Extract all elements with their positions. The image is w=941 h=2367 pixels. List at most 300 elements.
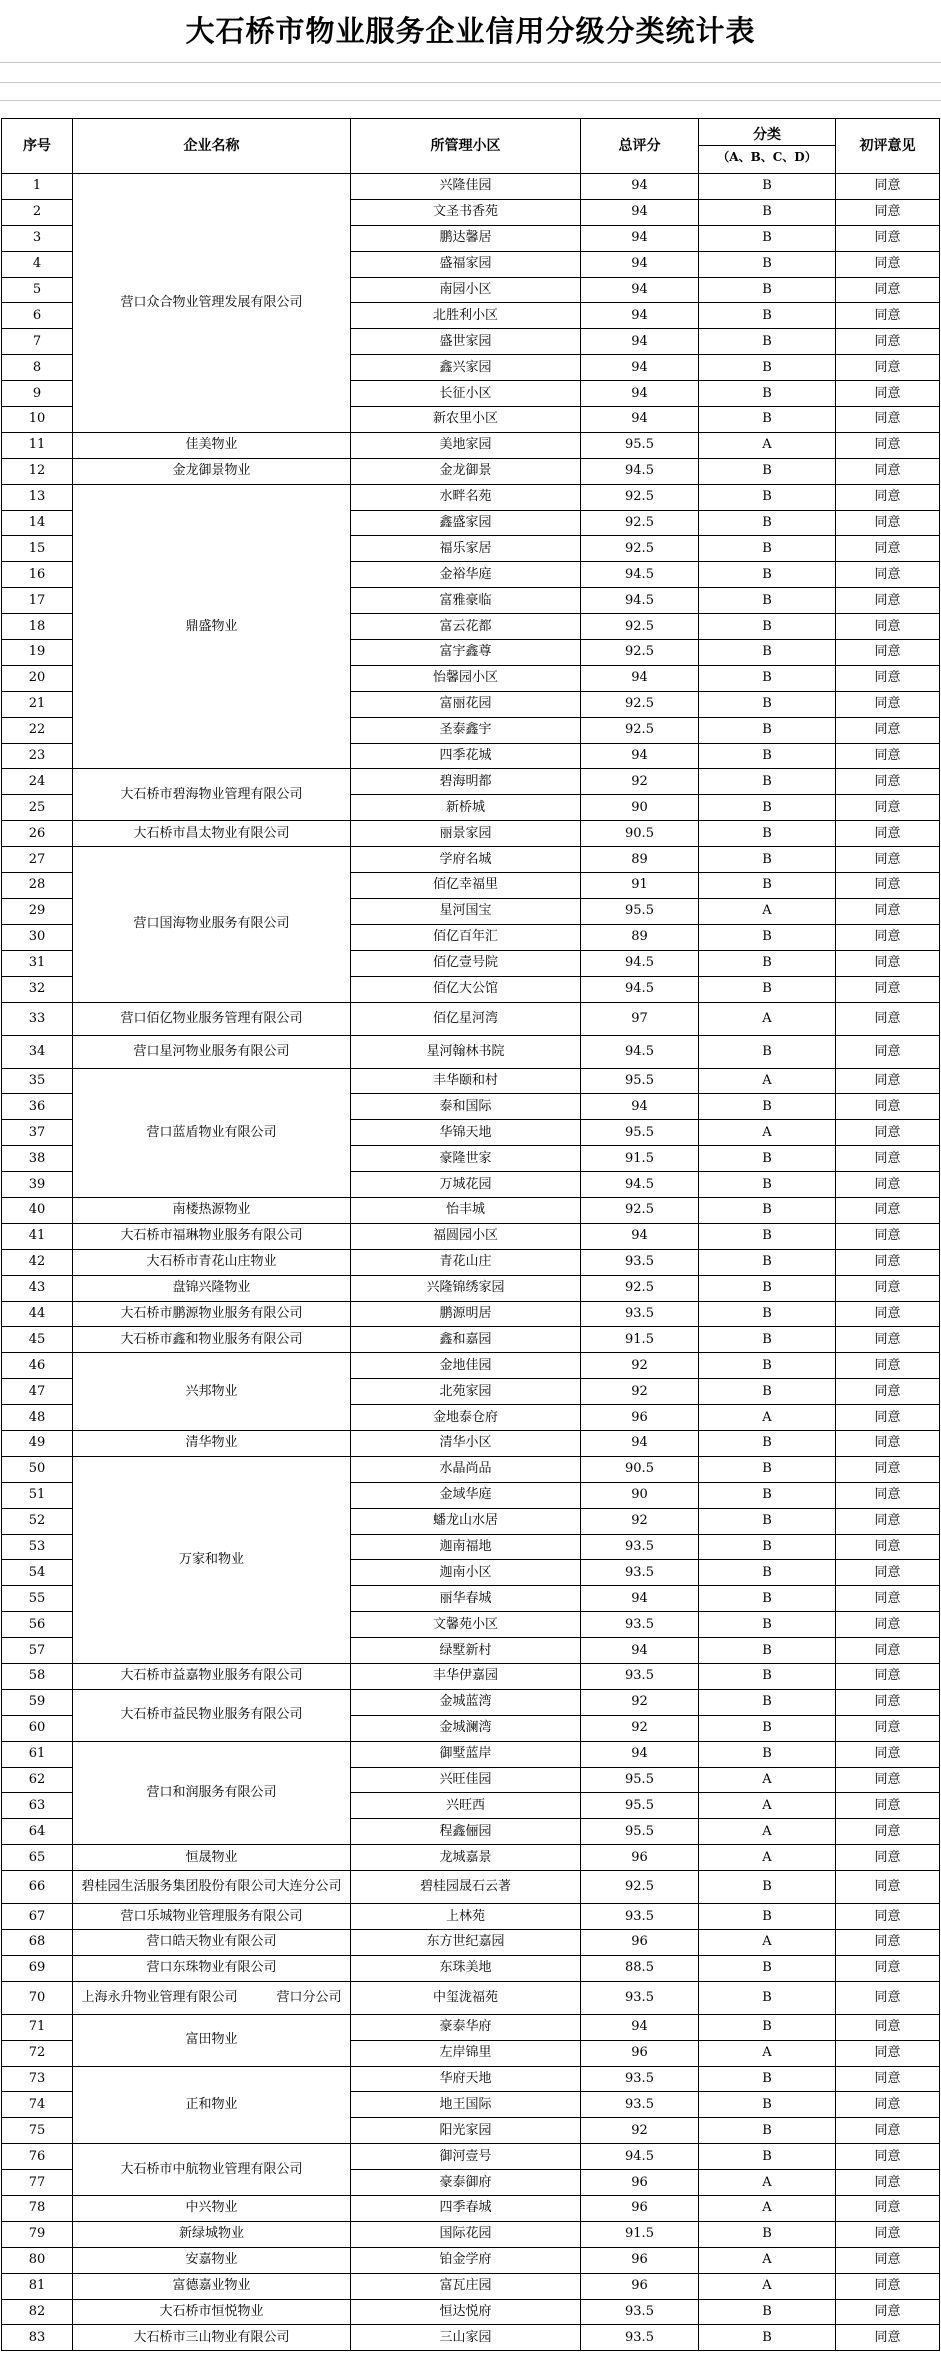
- cell-company: 安嘉物业: [73, 2247, 351, 2273]
- cell-seq: 36: [2, 1094, 73, 1120]
- header-category-sub: （A、B、C、D）: [699, 145, 835, 164]
- cell-category: B: [699, 873, 836, 899]
- cell-category: B: [699, 769, 836, 795]
- cell-community: 丰华颐和村: [351, 1068, 581, 1094]
- cell-opinion: 同意: [836, 873, 940, 899]
- cell-category: A: [699, 2247, 836, 2273]
- cell-category: B: [699, 1197, 836, 1223]
- cell-community: 华府天地: [351, 2066, 581, 2092]
- cell-community: 新农里小区: [351, 407, 581, 433]
- cell-category: B: [699, 1430, 836, 1456]
- cell-category: B: [699, 1871, 836, 1904]
- cell-score: 96: [581, 2273, 699, 2299]
- cell-company: 万家和物业: [73, 1456, 351, 1663]
- table-row: [2, 1689, 940, 1715]
- divider: [0, 62, 941, 63]
- cell-company: 营口和润服务有限公司: [73, 1741, 351, 1845]
- cell-score: 95.5: [581, 1819, 699, 1845]
- cell-category: B: [699, 1301, 836, 1327]
- cell-community: 龙城嘉景: [351, 1845, 581, 1871]
- cell-opinion: 同意: [836, 1586, 940, 1612]
- cell-score: 93.5: [581, 1612, 699, 1638]
- cell-score: 92: [581, 1379, 699, 1405]
- cell-score: 93.5: [581, 1904, 699, 1930]
- cell-community: 佰亿壹号院: [351, 950, 581, 976]
- cell-category: B: [699, 2221, 836, 2247]
- cell-seq: 17: [2, 588, 73, 614]
- cell-community: 金龙御景: [351, 458, 581, 484]
- cell-company: 营口众合物业管理发展有限公司: [73, 174, 351, 433]
- cell-opinion: 同意: [836, 2221, 940, 2247]
- cell-score: 90.5: [581, 821, 699, 847]
- cell-opinion: 同意: [836, 1405, 940, 1431]
- cell-community: 盛福家园: [351, 251, 581, 277]
- cell-category: B: [699, 717, 836, 743]
- cell-opinion: 同意: [836, 640, 940, 666]
- cell-community: 迦南福地: [351, 1534, 581, 1560]
- cell-company: 正和物业: [73, 2066, 351, 2144]
- cell-company: 兴邦物业: [73, 1353, 351, 1431]
- cell-category: B: [699, 976, 836, 1002]
- cell-community: 碧桂园晟石云著: [351, 1871, 581, 1904]
- cell-company: 大石桥市中航物业管理有限公司: [73, 2144, 351, 2196]
- cell-seq: 2: [2, 199, 73, 225]
- cell-company: 营口乐城物业管理服务有限公司: [73, 1904, 351, 1930]
- cell-score: 95.5: [581, 1793, 699, 1819]
- cell-score: 92.5: [581, 691, 699, 717]
- cell-seq: 4: [2, 251, 73, 277]
- cell-company: 营口国海物业服务有限公司: [73, 847, 351, 1002]
- cell-community: 阳光家园: [351, 2118, 581, 2144]
- cell-score: 94.5: [581, 2144, 699, 2170]
- cell-score: 94: [581, 277, 699, 303]
- cell-community: 水畔名苑: [351, 484, 581, 510]
- cell-community: 学府名城: [351, 847, 581, 873]
- cell-opinion: 同意: [836, 976, 940, 1002]
- cell-community: 福乐家居: [351, 536, 581, 562]
- cell-opinion: 同意: [836, 277, 940, 303]
- cell-category: B: [699, 199, 836, 225]
- cell-community: 御墅蓝岸: [351, 1741, 581, 1767]
- cell-category: B: [699, 1327, 836, 1353]
- cell-opinion: 同意: [836, 381, 940, 407]
- cell-seq: 9: [2, 381, 73, 407]
- cell-community: 东方世纪嘉园: [351, 1930, 581, 1956]
- cell-score: 92: [581, 769, 699, 795]
- cell-category: B: [699, 1035, 836, 1068]
- cell-opinion: 同意: [836, 743, 940, 769]
- cell-community: 御河壹号: [351, 2144, 581, 2170]
- cell-seq: 76: [2, 2144, 73, 2170]
- cell-opinion: 同意: [836, 614, 940, 640]
- cell-community: 佰亿大公馆: [351, 976, 581, 1002]
- cell-category: B: [699, 743, 836, 769]
- cell-score: 94: [581, 251, 699, 277]
- cell-opinion: 同意: [836, 1741, 940, 1767]
- cell-score: 96: [581, 2247, 699, 2273]
- cell-score: 89: [581, 924, 699, 950]
- cell-community: 文圣书香苑: [351, 199, 581, 225]
- cell-opinion: 同意: [836, 1327, 940, 1353]
- cell-opinion: 同意: [836, 2092, 940, 2118]
- cell-score: 92: [581, 1715, 699, 1741]
- cell-community: 星河翰林书院: [351, 1035, 581, 1068]
- cell-score: 89: [581, 847, 699, 873]
- cell-community: 四季花城: [351, 743, 581, 769]
- cell-opinion: 同意: [836, 2040, 940, 2066]
- cell-community: 富瓦庄园: [351, 2273, 581, 2299]
- cell-score: 91: [581, 873, 699, 899]
- cell-community: 北胜利小区: [351, 303, 581, 329]
- cell-score: 92.5: [581, 1275, 699, 1301]
- cell-opinion: 同意: [836, 510, 940, 536]
- table-row: [2, 2299, 940, 2325]
- cell-opinion: 同意: [836, 1275, 940, 1301]
- cell-opinion: 同意: [836, 821, 940, 847]
- cell-community: 鑫兴家园: [351, 355, 581, 381]
- cell-community: 富云花都: [351, 614, 581, 640]
- cell-category: A: [699, 1068, 836, 1094]
- cell-score: 93.5: [581, 1981, 699, 2014]
- cell-seq: 41: [2, 1223, 73, 1249]
- cell-seq: 31: [2, 950, 73, 976]
- cell-community: 程鑫俪园: [351, 1819, 581, 1845]
- cell-community: 左岸锦里: [351, 2040, 581, 2066]
- table-row: [2, 2066, 940, 2092]
- cell-score: 94: [581, 1638, 699, 1664]
- cell-seq: 22: [2, 717, 73, 743]
- cell-seq: 49: [2, 1430, 73, 1456]
- cell-category: A: [699, 1819, 836, 1845]
- cell-community: 圣泰鑫宇: [351, 717, 581, 743]
- cell-company: 营口蓝盾物业有限公司: [73, 1068, 351, 1197]
- header-company: 企业名称: [73, 119, 351, 174]
- cell-seq: 71: [2, 2014, 73, 2040]
- cell-community: 恒达悦府: [351, 2299, 581, 2325]
- cell-score: 94: [581, 1586, 699, 1612]
- cell-category: B: [699, 1172, 836, 1198]
- cell-category: B: [699, 407, 836, 433]
- cell-seq: 23: [2, 743, 73, 769]
- cell-category: B: [699, 1586, 836, 1612]
- table-row: [2, 769, 940, 795]
- cell-company: 大石桥市恒悦物业: [73, 2299, 351, 2325]
- cell-score: 91.5: [581, 1146, 699, 1172]
- cell-score: 94: [581, 355, 699, 381]
- cell-category: B: [699, 251, 836, 277]
- cell-community: 北苑家园: [351, 1379, 581, 1405]
- cell-score: 92: [581, 1353, 699, 1379]
- cell-seq: 77: [2, 2170, 73, 2196]
- cell-score: 94.5: [581, 562, 699, 588]
- cell-opinion: 同意: [836, 2170, 940, 2196]
- cell-score: 92.5: [581, 614, 699, 640]
- cell-seq: 45: [2, 1327, 73, 1353]
- cell-community: 佰亿幸福里: [351, 873, 581, 899]
- cell-community: 碧海明都: [351, 769, 581, 795]
- table-row: [2, 1353, 940, 1379]
- cell-opinion: 同意: [836, 1981, 940, 2014]
- cell-seq: 70: [2, 1981, 73, 2014]
- table-row: [2, 174, 940, 200]
- cell-community: 青花山庄: [351, 1249, 581, 1275]
- cell-score: 96: [581, 2170, 699, 2196]
- cell-community: 金域华庭: [351, 1482, 581, 1508]
- cell-community: 鑫和嘉园: [351, 1327, 581, 1353]
- cell-community: 兴隆佳园: [351, 174, 581, 200]
- cell-score: 93.5: [581, 1301, 699, 1327]
- divider: [0, 100, 941, 101]
- cell-opinion: 同意: [836, 1430, 940, 1456]
- cell-seq: 73: [2, 2066, 73, 2092]
- cell-community: 万城花园: [351, 1172, 581, 1198]
- cell-score: 92.5: [581, 1871, 699, 1904]
- cell-score: 94: [581, 329, 699, 355]
- cell-community: 金裕华庭: [351, 562, 581, 588]
- table-row: [2, 1904, 940, 1930]
- table-header-row: [2, 119, 940, 174]
- cell-opinion: 同意: [836, 1456, 940, 1482]
- cell-category: A: [699, 2040, 836, 2066]
- cell-score: 92.5: [581, 536, 699, 562]
- cell-seq: 65: [2, 1845, 73, 1871]
- cell-category: B: [699, 1249, 836, 1275]
- cell-opinion: 同意: [836, 329, 940, 355]
- cell-community: 长征小区: [351, 381, 581, 407]
- cell-opinion: 同意: [836, 2273, 940, 2299]
- cell-opinion: 同意: [836, 1930, 940, 1956]
- cell-company: 佳美物业: [73, 432, 351, 458]
- table-body: [2, 174, 940, 2351]
- cell-score: 90.5: [581, 1456, 699, 1482]
- cell-score: 93.5: [581, 1249, 699, 1275]
- table-row: [2, 2144, 940, 2170]
- cell-opinion: 同意: [836, 847, 940, 873]
- cell-community: 迦南小区: [351, 1560, 581, 1586]
- cell-opinion: 同意: [836, 1379, 940, 1405]
- cell-category: B: [699, 1353, 836, 1379]
- cell-company: 富田物业: [73, 2014, 351, 2066]
- cell-opinion: 同意: [836, 2196, 940, 2222]
- header-community: 所管理小区: [351, 119, 581, 174]
- cell-opinion: 同意: [836, 1353, 940, 1379]
- cell-category: B: [699, 225, 836, 251]
- cell-community: 铂金学府: [351, 2247, 581, 2273]
- cell-seq: 82: [2, 2299, 73, 2325]
- cell-seq: 78: [2, 2196, 73, 2222]
- cell-community: 星河国宝: [351, 898, 581, 924]
- cell-score: 94.5: [581, 1035, 699, 1068]
- cell-company: 鼎盛物业: [73, 484, 351, 769]
- cell-seq: 61: [2, 1741, 73, 1767]
- cell-score: 96: [581, 2040, 699, 2066]
- cell-score: 94: [581, 174, 699, 200]
- cell-score: 88.5: [581, 1955, 699, 1981]
- cell-seq: 26: [2, 821, 73, 847]
- cell-opinion: 同意: [836, 1002, 940, 1035]
- cell-category: A: [699, 2170, 836, 2196]
- cell-opinion: 同意: [836, 199, 940, 225]
- cell-score: 94: [581, 381, 699, 407]
- cell-seq: 64: [2, 1819, 73, 1845]
- cell-opinion: 同意: [836, 2299, 940, 2325]
- cell-company: 恒晟物业: [73, 1845, 351, 1871]
- cell-category: B: [699, 510, 836, 536]
- cell-opinion: 同意: [836, 1094, 940, 1120]
- cell-opinion: 同意: [836, 1534, 940, 1560]
- cell-seq: 3: [2, 225, 73, 251]
- cell-seq: 68: [2, 1930, 73, 1956]
- cell-community: 富宇鑫尊: [351, 640, 581, 666]
- cell-community: 丰华伊嘉园: [351, 1663, 581, 1689]
- cell-company: 大石桥市福琳物业服务有限公司: [73, 1223, 351, 1249]
- cell-score: 90: [581, 1482, 699, 1508]
- cell-score: 94: [581, 1094, 699, 1120]
- cell-score: 95.5: [581, 432, 699, 458]
- table-row: [2, 821, 940, 847]
- table-row: [2, 1301, 940, 1327]
- cell-score: 93.5: [581, 2325, 699, 2351]
- cell-category: B: [699, 1379, 836, 1405]
- cell-seq: 60: [2, 1715, 73, 1741]
- cell-seq: 51: [2, 1482, 73, 1508]
- cell-opinion: 同意: [836, 1819, 940, 1845]
- cell-category: B: [699, 795, 836, 821]
- cell-score: 94: [581, 1741, 699, 1767]
- cell-opinion: 同意: [836, 225, 940, 251]
- cell-community: 美地家园: [351, 432, 581, 458]
- cell-community: 三山家园: [351, 2325, 581, 2351]
- cell-score: 91.5: [581, 2221, 699, 2247]
- cell-score: 94: [581, 2014, 699, 2040]
- table-row: [2, 1955, 940, 1981]
- cell-seq: 16: [2, 562, 73, 588]
- cell-seq: 38: [2, 1146, 73, 1172]
- cell-score: 92.5: [581, 1197, 699, 1223]
- table-row: [2, 1249, 940, 1275]
- cell-seq: 21: [2, 691, 73, 717]
- cell-opinion: 同意: [836, 717, 940, 743]
- cell-community: 富丽花园: [351, 691, 581, 717]
- cell-community: 福圆园小区: [351, 1223, 581, 1249]
- cell-community: 佰亿星河湾: [351, 1002, 581, 1035]
- cell-community: 怡丰城: [351, 1197, 581, 1223]
- cell-category: B: [699, 2066, 836, 2092]
- cell-category: B: [699, 847, 836, 873]
- cell-seq: 33: [2, 1002, 73, 1035]
- cell-score: 94: [581, 1430, 699, 1456]
- cell-seq: 53: [2, 1534, 73, 1560]
- cell-community: 绿墅新村: [351, 1638, 581, 1664]
- cell-seq: 83: [2, 2325, 73, 2351]
- cell-score: 92: [581, 2118, 699, 2144]
- cell-seq: 37: [2, 1120, 73, 1146]
- table-row: [2, 2247, 940, 2273]
- cell-score: 94.5: [581, 458, 699, 484]
- cell-category: B: [699, 950, 836, 976]
- cell-score: 95.5: [581, 1120, 699, 1146]
- cell-opinion: 同意: [836, 355, 940, 381]
- cell-community: 金城蓝湾: [351, 1689, 581, 1715]
- cell-company: 大石桥市昌太物业有限公司: [73, 821, 351, 847]
- cell-category: B: [699, 1904, 836, 1930]
- cell-seq: 63: [2, 1793, 73, 1819]
- cell-seq: 42: [2, 1249, 73, 1275]
- header-category: [699, 119, 836, 174]
- cell-score: 94: [581, 1223, 699, 1249]
- cell-opinion: 同意: [836, 1845, 940, 1871]
- cell-company: 富德嘉业物业: [73, 2273, 351, 2299]
- cell-category: B: [699, 277, 836, 303]
- cell-category: B: [699, 640, 836, 666]
- cell-opinion: 同意: [836, 1301, 940, 1327]
- cell-category: B: [699, 1275, 836, 1301]
- cell-seq: 47: [2, 1379, 73, 1405]
- cell-seq: 43: [2, 1275, 73, 1301]
- cell-category: A: [699, 1930, 836, 1956]
- table-row: [2, 1002, 940, 1035]
- cell-seq: 52: [2, 1508, 73, 1534]
- cell-score: 94: [581, 407, 699, 433]
- cell-score: 94.5: [581, 588, 699, 614]
- cell-category: A: [699, 1767, 836, 1793]
- table-row: [2, 484, 940, 510]
- cell-company: 金龙御景物业: [73, 458, 351, 484]
- cell-opinion: 同意: [836, 484, 940, 510]
- cell-opinion: 同意: [836, 1767, 940, 1793]
- cell-opinion: 同意: [836, 665, 940, 691]
- cell-category: B: [699, 924, 836, 950]
- cell-category: B: [699, 1146, 836, 1172]
- cell-category: B: [699, 2014, 836, 2040]
- table-row: [2, 2221, 940, 2247]
- cell-category: B: [699, 174, 836, 200]
- cell-score: 94: [581, 743, 699, 769]
- cell-category: B: [699, 1456, 836, 1482]
- table-row: [2, 2014, 940, 2040]
- cell-score: 93.5: [581, 2066, 699, 2092]
- cell-seq: 32: [2, 976, 73, 1002]
- cell-company: 营口东珠物业有限公司: [73, 1955, 351, 1981]
- cell-seq: 54: [2, 1560, 73, 1586]
- cell-opinion: 同意: [836, 950, 940, 976]
- table-row: [2, 1275, 940, 1301]
- cell-community: 佰亿百年汇: [351, 924, 581, 950]
- cell-opinion: 同意: [836, 924, 940, 950]
- cell-score: 94.5: [581, 1172, 699, 1198]
- cell-category: B: [699, 303, 836, 329]
- cell-category: A: [699, 1120, 836, 1146]
- cell-company: 大石桥市青花山庄物业: [73, 1249, 351, 1275]
- cell-seq: 48: [2, 1405, 73, 1431]
- cell-category: B: [699, 2092, 836, 2118]
- cell-opinion: 同意: [836, 2325, 940, 2351]
- cell-seq: 66: [2, 1871, 73, 1904]
- cell-company: 碧桂园生活服务集团股份有限公司大连分公司: [73, 1871, 351, 1904]
- cell-score: 92: [581, 1508, 699, 1534]
- cell-community: 鹏源明居: [351, 1301, 581, 1327]
- cell-score: 93.5: [581, 1534, 699, 1560]
- cell-opinion: 同意: [836, 2014, 940, 2040]
- cell-opinion: 同意: [836, 251, 940, 277]
- cell-seq: 59: [2, 1689, 73, 1715]
- cell-category: B: [699, 355, 836, 381]
- cell-score: 94: [581, 225, 699, 251]
- cell-community: 兴隆锦绣家园: [351, 1275, 581, 1301]
- cell-community: 鹏达馨居: [351, 225, 581, 251]
- cell-category: B: [699, 2118, 836, 2144]
- table-row: [2, 1327, 940, 1353]
